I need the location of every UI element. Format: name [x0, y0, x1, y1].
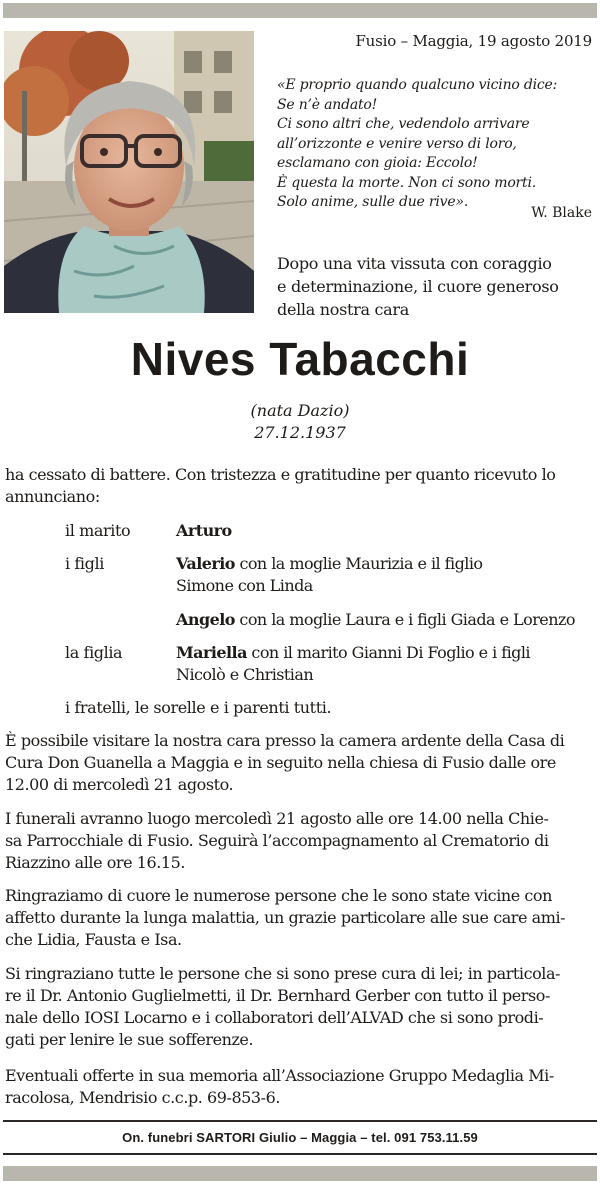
intro-line: della nostra cara [277, 300, 410, 319]
relative-label: i figli [65, 554, 104, 573]
paragraph-funeral [5, 808, 597, 874]
intro-line: Dopo una vita vissuta con coraggio [277, 254, 552, 273]
paragraph-line: Si ringraziano tutte le persone che si sono prese cura di lei; in particola- [5, 964, 560, 983]
quote-line: «E proprio quando qualcuno vicino dice: [277, 77, 558, 93]
relative-detail: con la moglie Laura e i figli Giada e Lorenzo [234, 610, 575, 629]
paragraph-visit [5, 730, 597, 796]
top-band [3, 3, 597, 18]
paragraph-line: nale dello IOSI Locarno e i collaboratori dell’ALVAD che si sono prodi- [5, 1008, 544, 1027]
quote-author: W. Blake [531, 205, 592, 221]
birth-date: 27.12.1937 [254, 423, 346, 442]
paragraph-line: Ringraziamo di cuore le numerose persone che le sono state vicine con [5, 886, 552, 905]
relative-detail: con il marito Gianni Di Foglio e i figli [246, 643, 530, 662]
paragraph-line: 12.00 di mercoledì 21 agosto. [5, 775, 234, 794]
quote-line: Solo anime, sulle due rive». [277, 194, 469, 210]
footer-rule-bottom [3, 1153, 597, 1155]
deceased-name: Nives Tabacchi [130, 333, 470, 385]
relative-entry [176, 553, 483, 597]
paragraph-line: I funerali avranno luogo mercoledì 21 agosto alle ore 14.00 nella Chie- [5, 809, 549, 828]
relative-label: il marito [65, 521, 131, 540]
quote-line: Se n’è andato! [277, 96, 378, 113]
paragraph-line: Cura Don Guanella a Maggia e in seguito nella chiesa di Fusio dalle ore [5, 753, 556, 772]
paragraph-line: re il Dr. Antonio Guglielmetti, il Dr. Bernhard Gerber con tutto il perso- [5, 986, 550, 1005]
relative-entry [176, 609, 575, 631]
paragraph-donations [5, 1065, 597, 1109]
maiden-block [0, 400, 600, 444]
relative-name: Valerio [176, 554, 235, 573]
relative-detail: con la moglie Maurizia e il figlio [234, 554, 483, 573]
paragraph-line: Eventuali offerte in sua memoria all’Associazione Gruppo Medaglia Mi- [5, 1066, 554, 1085]
intro-text [277, 252, 597, 321]
quote-line: Ci sono altri che, vedendolo arrivare [277, 116, 530, 132]
footer-rule-top [3, 1120, 597, 1122]
paragraph-line: È possibile visitare la nostra cara presso la camera ardente della Casa di [5, 731, 565, 750]
quote-line: È questa la morte. Non ci sono morti. [277, 174, 536, 191]
paragraph-line: che Lidia, Fausta e Isa. [5, 930, 182, 949]
quote-line: esclamano con gioia: Eccolo! [277, 155, 478, 171]
paragraph-line: Riazzino alle ore 16.15. [5, 853, 185, 872]
relative-name: Mariella [176, 643, 247, 662]
relative-entry [176, 642, 530, 686]
relatives-closing: i fratelli, le sorelle e i parenti tutti. [65, 698, 332, 717]
quote-line: all’orizzonte e venire verso di loro, [277, 135, 517, 152]
intro-line: e determinazione, il cuore generoso [277, 277, 559, 296]
paragraph-line: affetto durante la lunga malattia, un grazie particolare alle sue care ami- [5, 908, 566, 927]
funeral-home-footer: On. funebri SARTORI Giulio – Maggia – tel. 091 753.11.59 [122, 1130, 478, 1145]
relative-name: Arturo [176, 521, 232, 540]
poem-quote [277, 76, 595, 213]
paragraph-line: gati per lenire le sue sofferenze. [5, 1030, 254, 1049]
paragraph-line: racolosa, Mendrisio c.c.p. 69-853-6. [5, 1088, 280, 1107]
relative-detail-line2: Nicolò e Christian [176, 665, 314, 684]
announcement-line: ha cessato di battere. Con tristezza e gratitudine per quanto ricevuto lo [5, 465, 556, 484]
maiden-name: (nata Dazio) [250, 401, 350, 420]
announcement-line: annunciano: [5, 487, 100, 506]
relative-name: Angelo [176, 610, 235, 629]
announcement-text [5, 464, 597, 508]
paragraph-care [5, 963, 597, 1051]
paragraph-thanks [5, 885, 597, 951]
place-date: Fusio – Maggia, 19 agosto 2019 [355, 32, 592, 50]
relative-entry [176, 520, 232, 542]
relative-detail-line2: Simone con Linda [176, 576, 313, 595]
bottom-band [3, 1166, 597, 1181]
relative-label: la figlia [65, 643, 123, 662]
paragraph-line: sa Parrocchiale di Fusio. Seguirà l’accompagnamento al Crematorio di [5, 831, 549, 850]
portrait-photo [4, 31, 254, 313]
